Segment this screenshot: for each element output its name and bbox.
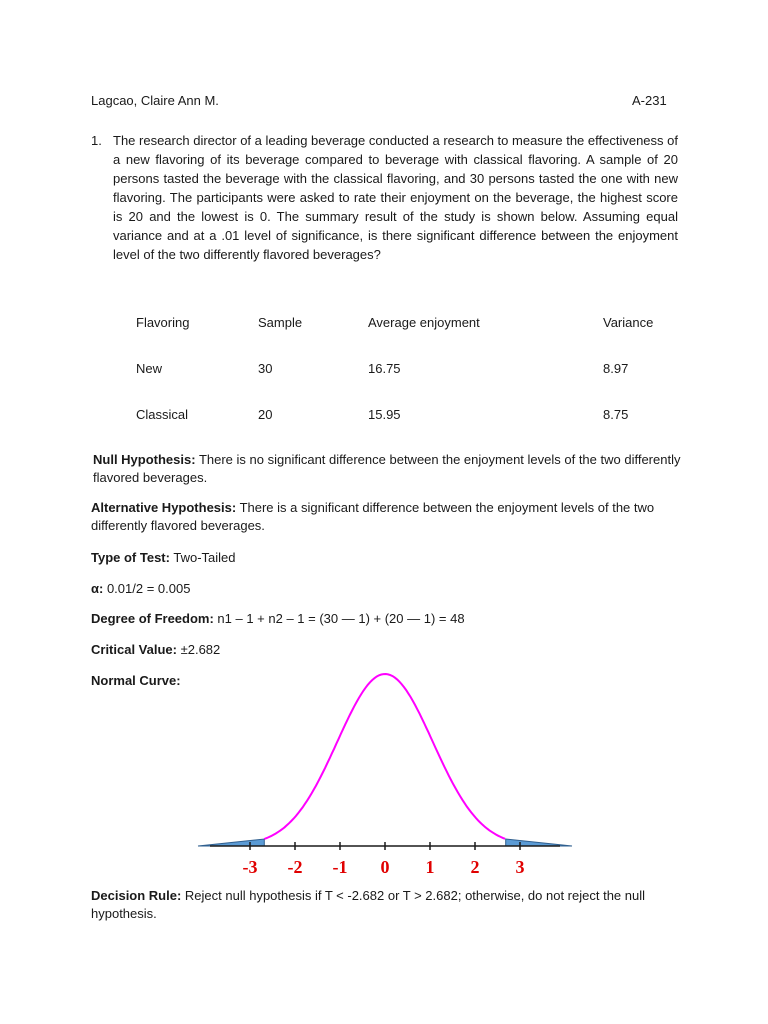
right-rejection-tail (506, 839, 572, 846)
axis-tick-label: -2 (287, 857, 303, 877)
table-cell: New (136, 361, 163, 376)
student-name: Lagcao, Claire Ann M. (91, 93, 219, 108)
critical-value (91, 641, 681, 659)
axis-tick-label: -1 (332, 857, 348, 877)
table-cell: 8.75 (603, 407, 629, 422)
dof-label: Degree of Freedom: (91, 611, 214, 626)
table-cell: 8.97 (603, 361, 629, 376)
table-cell: Classical (136, 407, 189, 422)
question-number: 1. (91, 133, 102, 148)
dof-text: n1 – 1 + n2 – 1 = (30 — 1) + (20 — 1) = 48 (213, 611, 465, 626)
table-cell: 30 (258, 361, 273, 376)
null-hypothesis (93, 451, 681, 487)
alternative-hypothesis (91, 499, 681, 535)
alpha-label: α: (91, 581, 104, 596)
axis-tick-label: 3 (515, 857, 525, 877)
normal-curve-label: Normal Curve: (91, 673, 181, 688)
axis-tick-label: -3 (242, 857, 258, 877)
decision-rule (91, 887, 681, 923)
alpha-level (91, 580, 681, 598)
table-header-sample: Sample (258, 315, 303, 330)
type-of-test-text: Two-Tailed (169, 550, 236, 565)
null-hypothesis-label: Null Hypothesis: (93, 452, 196, 467)
normal-curve-figure (190, 668, 580, 880)
alpha-text: 0.01/2 = 0.005 (103, 581, 191, 596)
type-of-test (91, 549, 681, 567)
table-header-average: Average enjoyment (368, 315, 480, 330)
critical-text: ±2.682 (176, 642, 221, 657)
table-header-flavoring: Flavoring (136, 315, 190, 330)
critical-label: Critical Value: (91, 642, 177, 657)
type-of-test-label: Type of Test: (91, 550, 170, 565)
decision-text: Reject null hypothesis if T < -2.682 or T > 2.682; otherwise, do not reject the null hypothesis. (91, 888, 645, 921)
question-text: The research director of a leading beverage conducted a research to measure the effectiveness of a new flavoring of its beverage compared to beverage with classical flavoring. A sample of 20 persons tasted the beverage with the classical flavoring, and 30 persons tasted the one with new flavoring. The participants were asked to rate their enjoyment on the beverage, the highest score is 20 and the lowest is 0. The summary result of the study is shown below. Assuming equal variance and at a .01 level of significance, is there significant difference between the enjoyment level of the two differently flavored beverages? (113, 133, 678, 262)
section-code: A-231 (632, 93, 667, 108)
null-hypothesis-text: There is no significant difference between the enjoyment levels of the two differently flavored beverages. (93, 452, 681, 485)
bell-curve-line (264, 674, 505, 839)
table-cell: 16.75 (368, 361, 401, 376)
alt-hypothesis-label: Alternative Hypothesis: (91, 500, 237, 515)
table-cell: 15.95 (368, 407, 401, 422)
left-rejection-tail (198, 839, 264, 846)
decision-label: Decision Rule: (91, 888, 182, 903)
degree-of-freedom (91, 610, 681, 628)
alt-hypothesis-text: There is a significant difference between the enjoyment levels of the two differently flavored beverages. (91, 500, 655, 533)
axis-tick-label: 1 (425, 857, 435, 877)
axis-tick-label: 0 (380, 857, 390, 877)
axis-tick-label: 2 (470, 857, 480, 877)
table-header-variance: Variance (603, 315, 654, 330)
table-cell: 20 (258, 407, 273, 422)
